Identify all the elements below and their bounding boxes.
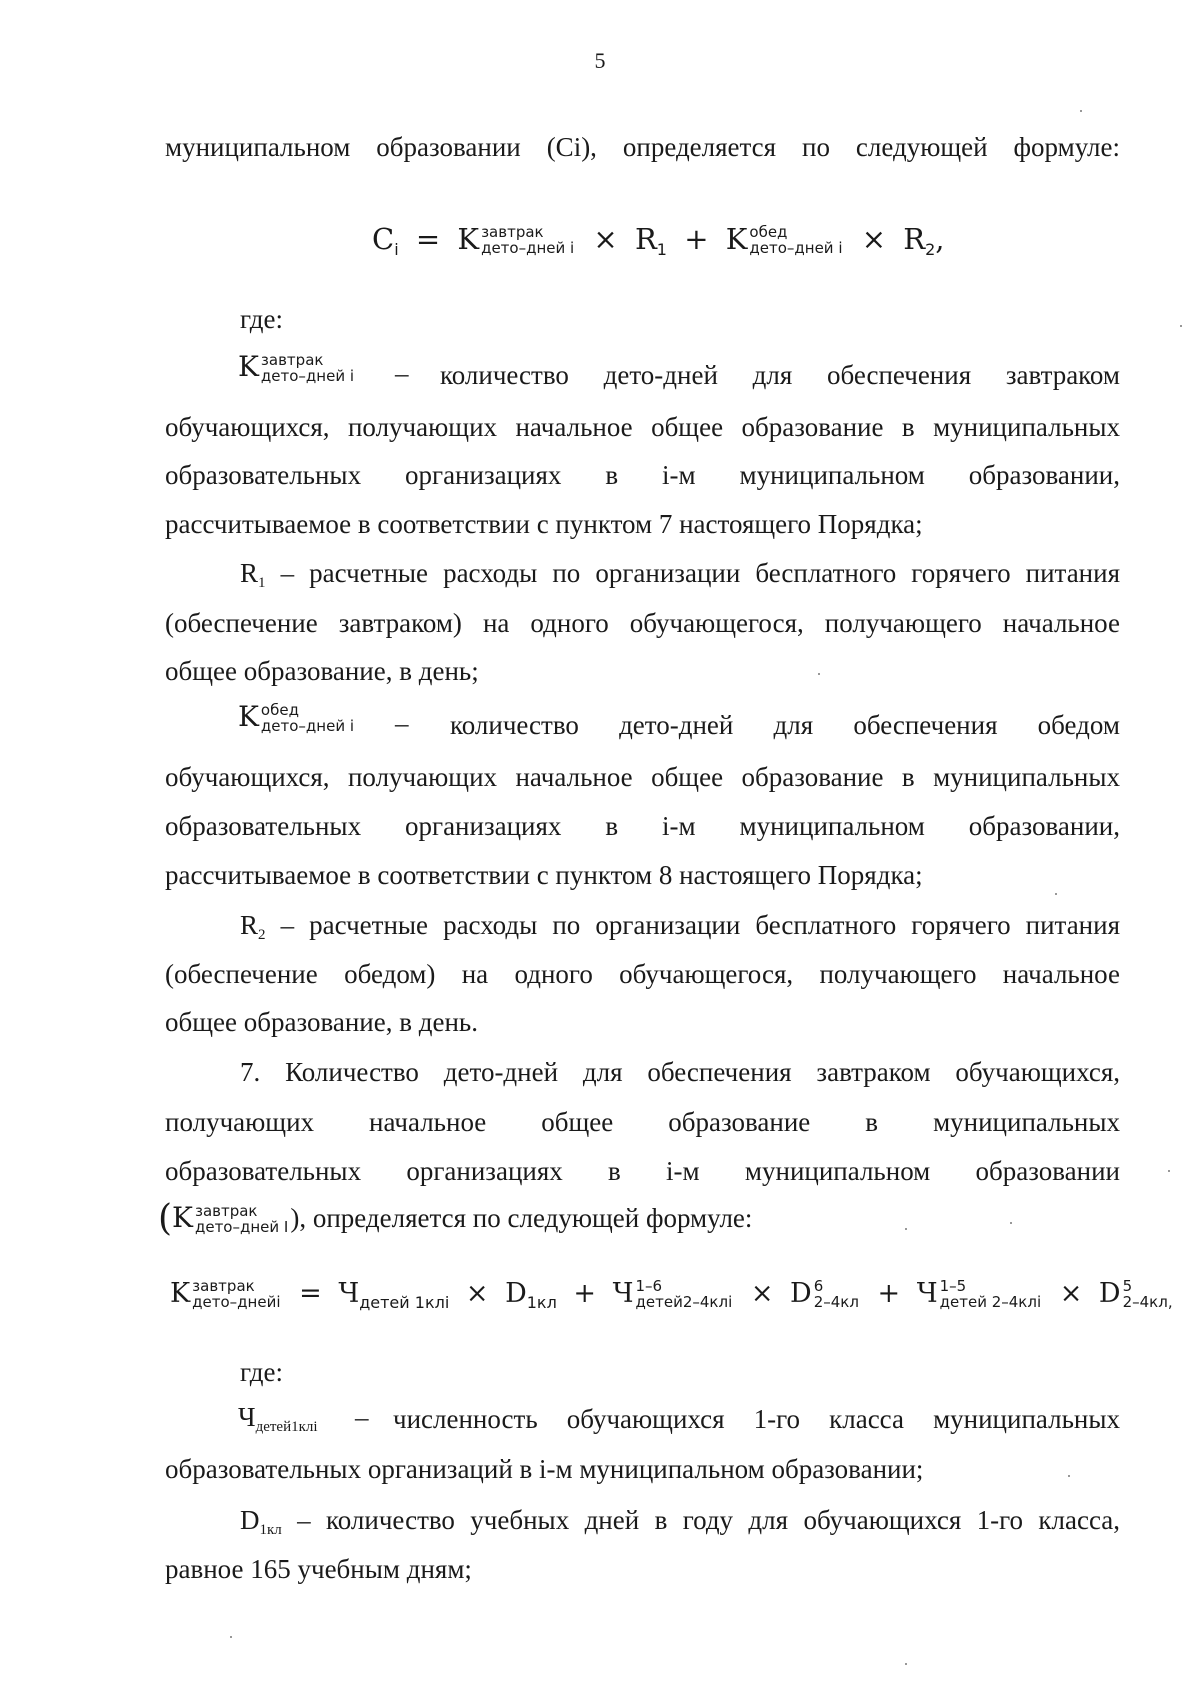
formula-operator: =: [415, 222, 441, 256]
formula-symbol: C: [372, 222, 395, 256]
scan-speck: [905, 1228, 907, 1230]
text-where: где:: [240, 304, 283, 334]
formula-symbol: R: [903, 222, 926, 256]
text-line: образовательных организациях в i-м муниципальном образовании,: [165, 460, 1120, 490]
text-line: муниципальном образовании (Сi), определяется по следующей формуле:: [165, 132, 1120, 162]
scan-speck: [1068, 1475, 1070, 1477]
formula-supsub: завтрак дето–дней i: [481, 223, 575, 257]
text-line: получающих начальное общее образование в муниципальных: [165, 1107, 1120, 1137]
text-line: рассчитываемое в соответствии с пунктом 8 настоящего Порядка;: [165, 860, 923, 890]
text-line: численность обучающихся 1-го класса муниципальных: [393, 1404, 1120, 1434]
scan-speck: [1080, 110, 1082, 112]
scan-speck: [818, 673, 820, 675]
formula-supsub: обед дето–дней i: [749, 223, 843, 257]
formula-ci: $C_i = K$ завтрак дето–дней i × $R_1 + K$ обед дето–дней i × $R_2$,: [372, 222, 945, 259]
formula-symbol: K: [725, 222, 748, 256]
dash: –: [355, 1402, 369, 1432]
text-line: (обеспечение обедом) на одного обучающегося, получающего начальное: [165, 959, 1120, 989]
term-ch-detey: Чдетей1клi: [238, 1402, 318, 1435]
text-line: количество дето-дней для обеспечения завтраком: [440, 360, 1120, 390]
scan-speck: [1168, 1170, 1170, 1172]
formula-k-zavtrak: K завтрак дето–днейi = $Ч_{детей 1клi} \times D_{1кл} + Ч$ 1–6 детей2–4клi × D 6 2–4кл + Ч 1–5 детей 2–4клi × D 5 2–4кл,: [170, 1276, 1173, 1312]
dash: –: [395, 708, 409, 738]
text-line: образовательных организациях в i-м муниципальном образовании,: [165, 811, 1120, 841]
text-line: D1кл – количество учебных дней в году для обучающихся 1-го класса,: [240, 1505, 1120, 1538]
text-line: (K завтрак дето–дней I ), определяется по следующей формуле:: [158, 1198, 753, 1239]
scan-speck: [230, 1636, 232, 1638]
dash: –: [395, 358, 409, 388]
text-line: обучающихся, получающих начальное общее образование в муниципальных: [165, 762, 1120, 792]
text-line: обучающихся, получающих начальное общее образование в муниципальных: [165, 412, 1120, 442]
scan-speck: [1055, 893, 1057, 895]
formula-subscript: 2: [925, 240, 936, 259]
scan-speck: [1180, 325, 1182, 327]
text-line: общее образование, в день.: [165, 1007, 478, 1037]
scan-speck: [905, 1663, 907, 1665]
formula-subscript: 1: [656, 240, 667, 259]
scan-speck: [1010, 1222, 1012, 1224]
page-number: 5: [594, 48, 606, 73]
text-line: 7. Количество дето-дней для обеспечения завтраком обучающихся,: [240, 1057, 1120, 1087]
formula-subscript: i: [394, 240, 399, 259]
text-line: R2 – расчетные расходы по организации бесплатного горячего питания: [240, 910, 1120, 943]
formula-symbol: K: [457, 222, 480, 256]
formula-operator: ×: [593, 222, 618, 256]
text-line: рассчитываемое в соответствии с пунктом 7 настоящего Порядка;: [165, 509, 923, 539]
text-line: равное 165 учебным дням;: [165, 1554, 472, 1584]
text-line: образовательных организациях в i-м муниципальном образовании: [165, 1156, 1120, 1186]
text-line: R1 – расчетные расходы по организации бесплатного горячего питания: [240, 558, 1120, 591]
term-k-obed: K обед дето–дней i: [238, 700, 355, 735]
text-line: количество дето-дней для обеспечения обедом: [450, 710, 1120, 740]
term-k-zavtrak: K завтрак дето–дней i: [238, 350, 355, 385]
formula-operator: ×: [861, 222, 887, 256]
text-line: (обеспечение завтраком) на одного обучающегося, получающего начальное: [165, 608, 1120, 638]
formula-symbol: R: [634, 222, 657, 256]
text-line: образовательных организаций в i-м муниципальном образовании;: [165, 1454, 924, 1484]
formula-operator: +: [684, 222, 709, 256]
text-line: общее образование, в день;: [165, 656, 479, 686]
text-where: где:: [240, 1357, 283, 1387]
